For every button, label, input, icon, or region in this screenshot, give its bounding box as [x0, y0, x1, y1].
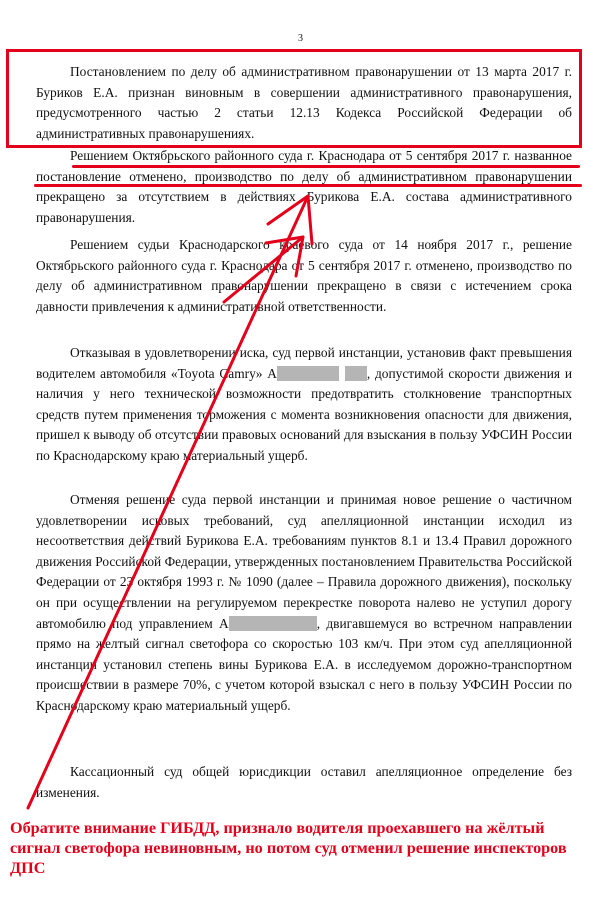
- paragraph-appeal-text-a: Отменяя решение суда первой инстанции и принимая новое решение о частичном удовлетворении исковых требований, суд апелляционной инстанции исходил из несоответствия действий Бурикова Е.А. требованиям пунктов 8.1 и 13.4 Правил дорожного движения Российской Федерации, утвержденных постановлением Правительства Российской Федерации от 23 октября 1993 г. № 1090 (далее – Правила дорожного движения), поскольку он при осуществлении на регулируемом перекрестке поворота налево не уступил дорогу автомобилю под управлением А: [36, 492, 572, 631]
- paragraph-cassation: Кассационный суд общей юрисдикции оставил апелляционное определение без изменения.: [36, 764, 572, 800]
- arrow-long: [28, 196, 308, 808]
- paragraph-appeal-text-b: , двигавшемуся во встречном направлении прямо на желтый сигнал светофора со скоростью 103 км/ч. При этом суд апелляционной инстанции установил степень вины Бурикова Е.А. в исследуемом дорожно-транспортном происшествии в размере 70%, с учетом которой взыскал с него в пользу УФСИН России по Краснодарскому краю материальный ущерб.: [36, 615, 572, 713]
- paragraph-first-instance-text-a: Отказывая в удовлетворении иска, суд первой инстанции, установив факт превышения водителем автомобиля «Toyota Camry» А: [36, 345, 572, 381]
- paragraph-regional-court: Решением судьи Краснодарского краевого суда от 14 ноября 2017 г., решение Октябрьского районного суда г. Краснодара от 5 сентября 2017 г. отменено, производство по делу об административном правонарушении прекращено в связи с истечением срока давности привлечения к административной ответственности.: [36, 237, 572, 314]
- annotation-caption: Обратите внимание ГИБДД, признало водителя проехавшего на жёлтый сигнал светофора невиновным, но потом суд отменил решение инспекторов ДПС: [10, 819, 567, 877]
- paragraph-resolution: Постановлением по делу об административном правонарушении от 13 марта 2017 г. Буриков Е.А. признан виновным в совершении административного правонарушения, предусмотренного частью 2 статьи 12.13 Кодекса Российской Федерации об административных правонарушениях.: [36, 64, 572, 141]
- paragraph-district-court: Решением Октябрьского районного суда г. Краснодара от 5 сентября 2017 г. названное постановление отменено, производство по делу об административном правонарушении прекращено за отсутствием в действиях Бурикова Е.А. состава административного правонарушения.: [36, 148, 572, 225]
- paragraph-first-instance-text-b: , допустимой скорости движения и наличия у него технической возможности предотвратить столкновение транспортных средств путем применения торможения с момента возникновения опасности для движения, пришел к выводу об отсутствии правовых оснований для взыскания в пользу УФСИН России по Краснодарскому краю материальный ущерб.: [36, 365, 572, 463]
- page-number: 3: [298, 33, 303, 44]
